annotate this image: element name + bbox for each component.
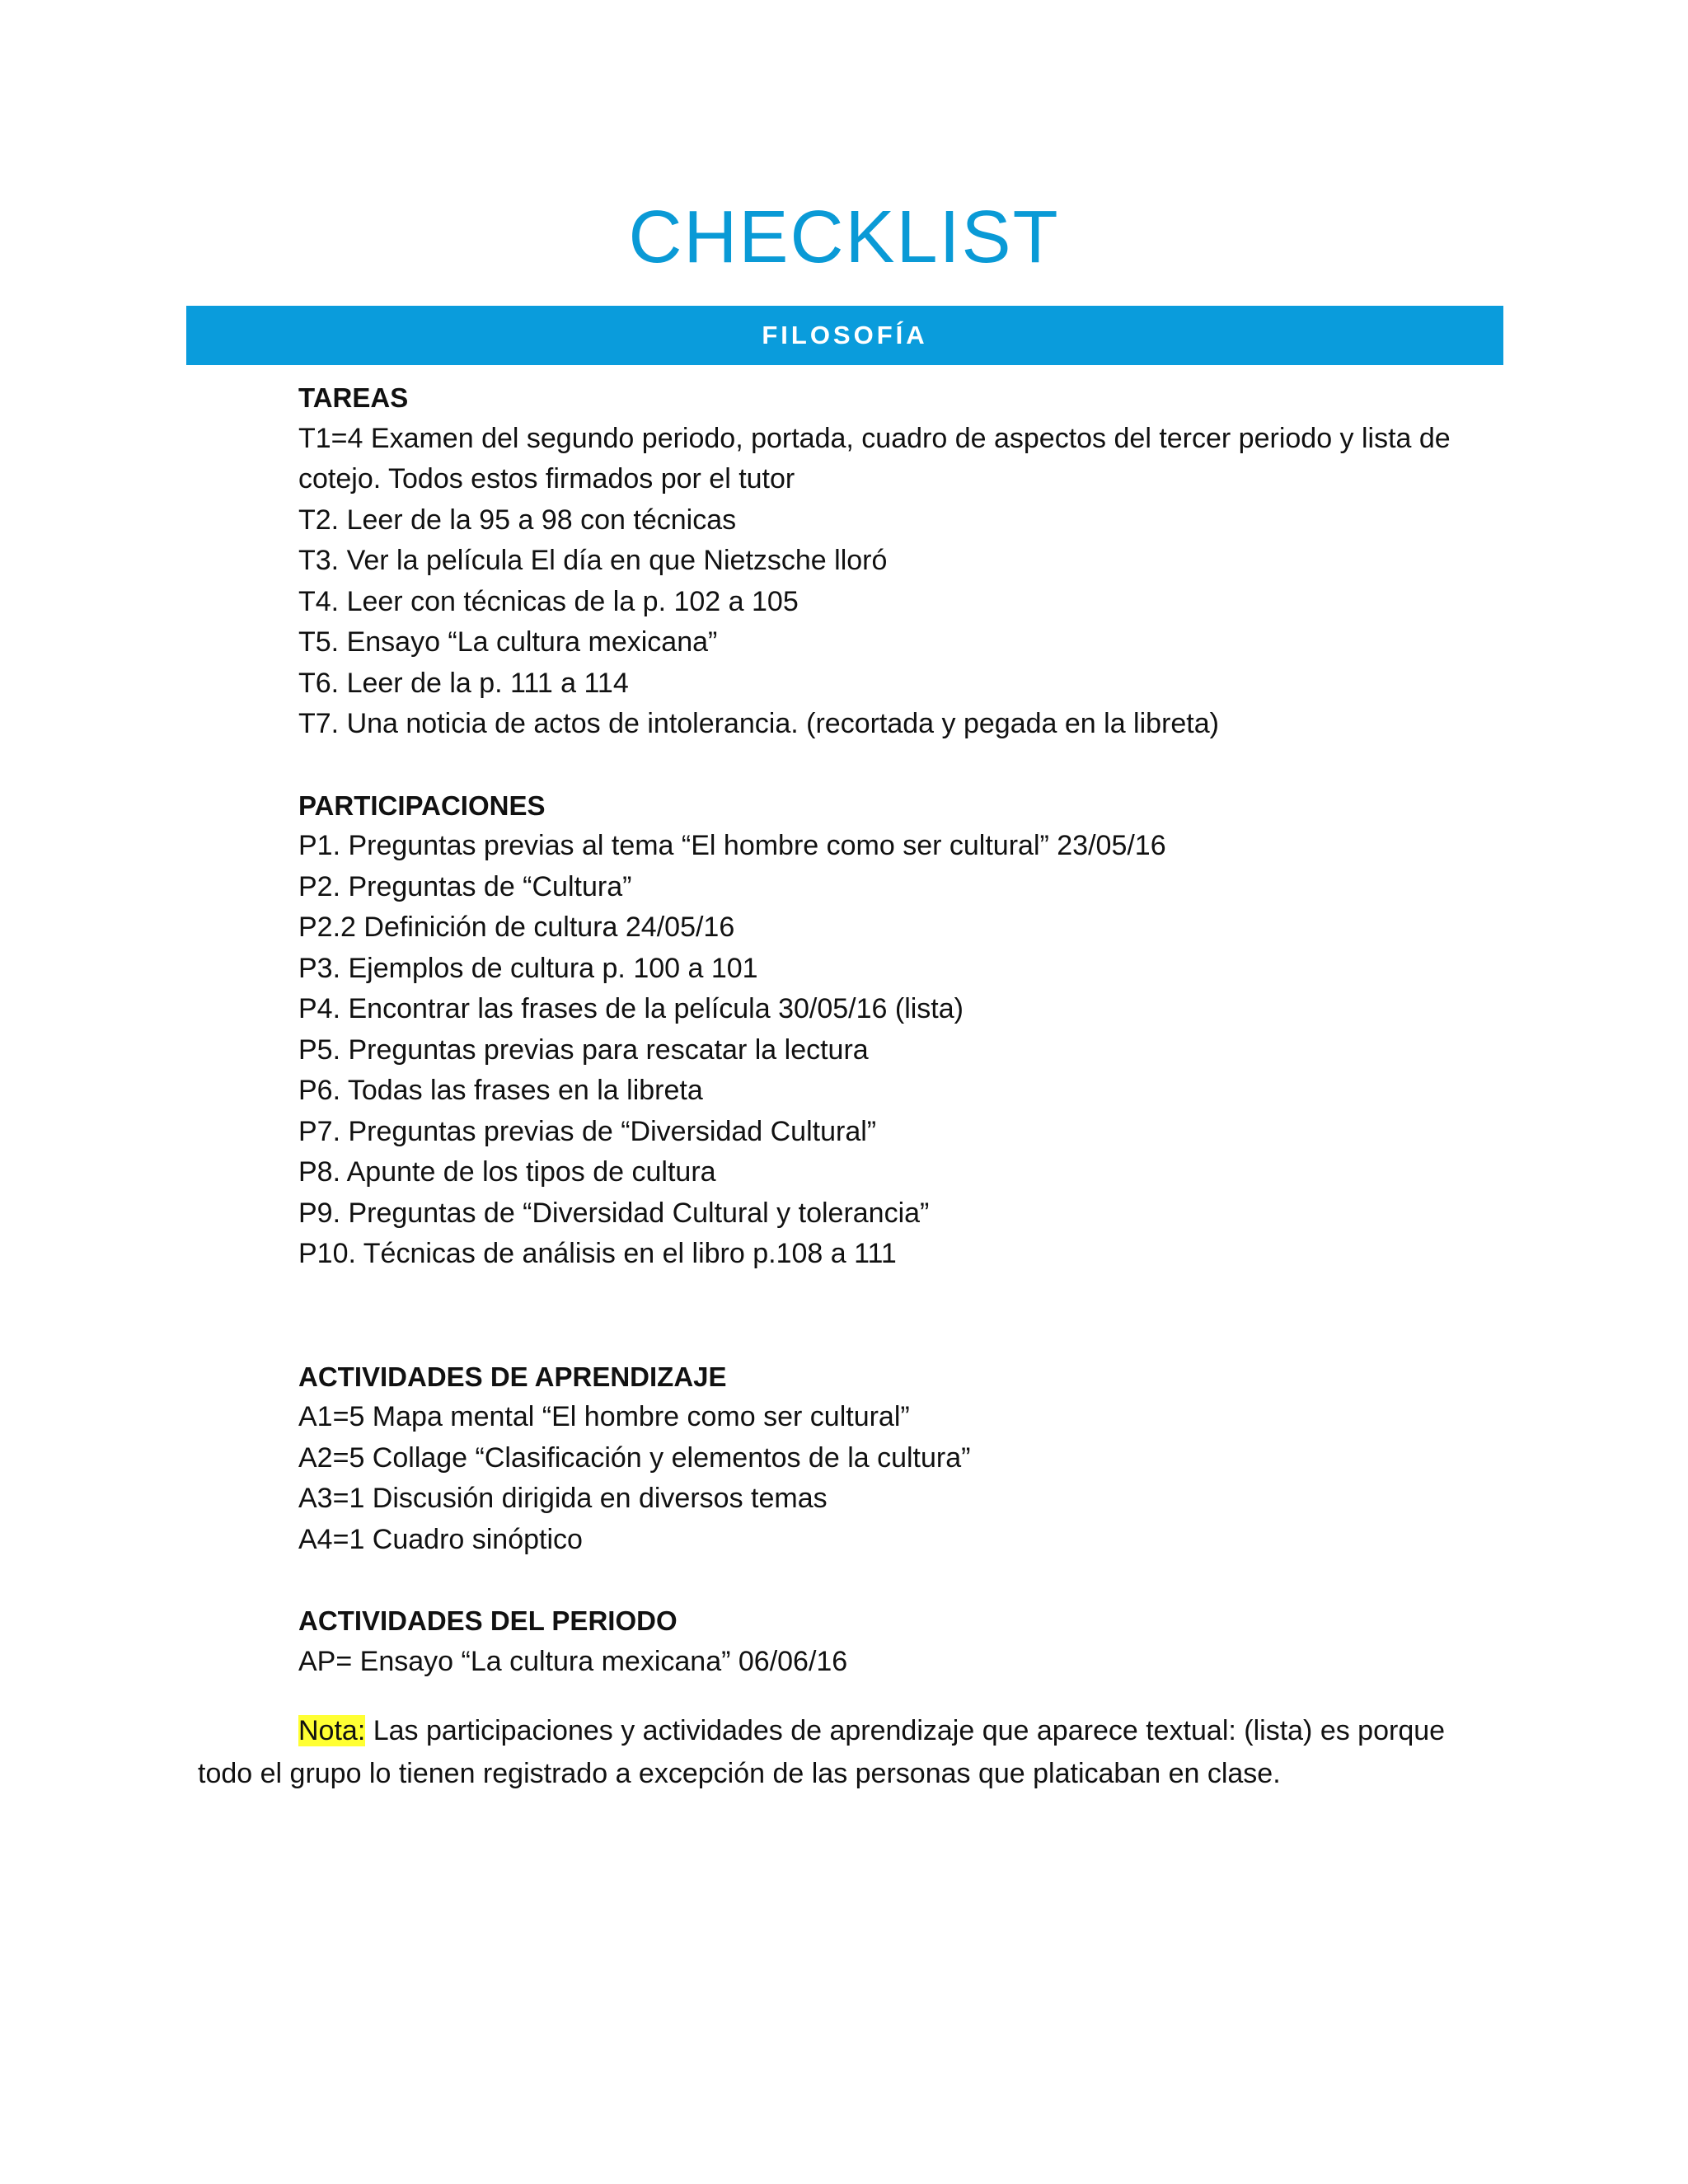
list-item: P2.2 Definición de cultura 24/05/16 [298, 912, 735, 943]
list-item: AP= Ensayo “La cultura mexicana” 06/06/16 [298, 1645, 848, 1677]
spacer [298, 1275, 1452, 1357]
list-item: P10. Técnicas de análisis en el libro p.108 a 111 [298, 1238, 897, 1269]
list-item: P6. Todas las frases en la libreta [298, 1075, 703, 1106]
list-item: T7. Una noticia de actos de intolerancia. (recortada y pegada en la libreta) [298, 708, 1219, 739]
list-item: P3. Ejemplos de cultura p. 100 a 101 [298, 952, 758, 984]
section-heading-tareas: TAREAS [298, 382, 409, 413]
list-item: P4. Encontrar las frases de la película 30/05/16 (lista) [298, 993, 964, 1024]
list-item: T2. Leer de la 95 a 98 con técnicas [298, 504, 737, 536]
list-item: A4=1 Cuadro sinóptico [298, 1523, 583, 1555]
note-text-line2: todo el grupo lo tienen registrado a excepción de las personas que platicaban en clase. [198, 1758, 1281, 1789]
list-item: A3=1 Discusión dirigida en diversos temas [298, 1483, 828, 1514]
section-heading-actividades-periodo: ACTIVIDADES DEL PERIODO [298, 1605, 678, 1636]
subject-banner-label: FILOSOFÍA [762, 321, 928, 349]
note-label: Nota: [298, 1715, 366, 1746]
list-item: P1. Preguntas previas al tema “El hombre como ser cultural” 23/05/16 [298, 830, 1166, 861]
section-heading-participaciones: PARTICIPACIONES [298, 790, 546, 821]
spacer [298, 1560, 1452, 1601]
subject-banner [186, 306, 1503, 365]
list-item: P7. Preguntas previas de “Diversidad Cultural” [298, 1115, 877, 1147]
list-item: T6. Leer de la p. 111 a 114 [298, 667, 629, 699]
list-item: T5. Ensayo “La cultura mexicana” [298, 626, 718, 658]
note-paragraph [198, 1709, 1451, 1795]
note-text-line1: Las participaciones y actividades de aprendizaje que aparece textual: (lista) es porque [365, 1715, 1446, 1746]
section-heading-actividades-aprendizaje: ACTIVIDADES DE APRENDIZAJE [298, 1361, 727, 1392]
list-item: T4. Leer con técnicas de la p. 102 a 105 [298, 585, 799, 617]
list-item: P8. Apunte de los tipos de cultura [298, 1156, 716, 1188]
checklist-body [298, 377, 1452, 1682]
list-item: P2. Preguntas de “Cultura” [298, 870, 632, 902]
list-item: A2=5 Collage “Clasificación y elementos de la cultura” [298, 1441, 971, 1474]
spacer [298, 745, 1452, 785]
page-title: CHECKLIST [628, 196, 1060, 279]
list-item: cotejo. Todos estos firmados por el tutor [298, 463, 795, 494]
list-item: T3. Ver la película El día en que Nietzsche lloró [298, 545, 888, 576]
list-item: A1=5 Mapa mental “El hombre como ser cultural” [298, 1401, 910, 1432]
list-item: P9. Preguntas de “Diversidad Cultural y tolerancia” [298, 1197, 930, 1229]
list-item: P5. Preguntas previas para rescatar la lectura [298, 1033, 869, 1066]
list-item: T1=4 Examen del segundo periodo, portada, cuadro de aspectos del tercer periodo y lista de [298, 422, 1451, 454]
